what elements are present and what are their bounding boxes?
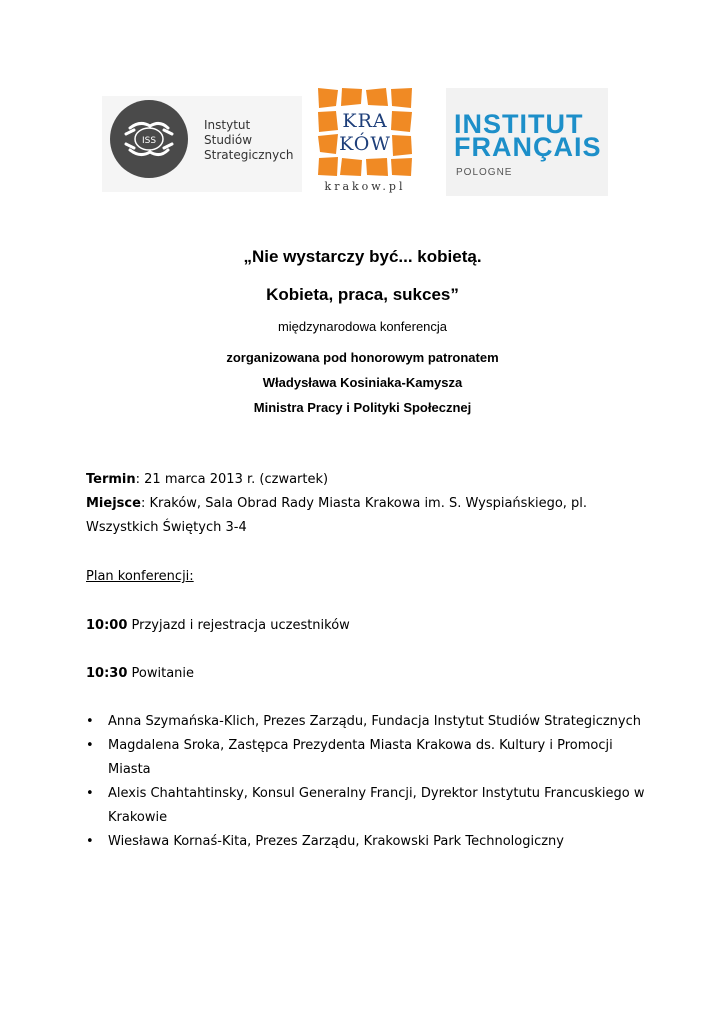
speaker-item xyxy=(86,782,646,830)
krakow-line-1: KRA xyxy=(342,110,388,132)
krakow-url: krakow.pl xyxy=(324,180,406,193)
agenda-time: 10:30 xyxy=(86,666,128,681)
institut-francais-logo xyxy=(446,88,608,196)
miejsce-row xyxy=(86,492,646,540)
iss-logo-text xyxy=(204,118,293,163)
krakow-mosaic-icon xyxy=(316,86,414,178)
krakow-logo xyxy=(316,86,414,196)
iss-line-3: Strategicznych xyxy=(204,148,294,162)
if-line-3: POLOGNE xyxy=(456,167,513,178)
krakow-line-2: KÓW xyxy=(339,133,391,155)
event-subtitle: międzynarodowa konferencja xyxy=(277,319,448,334)
speaker-item xyxy=(86,710,646,734)
event-title-line-2: Kobieta, praca, sukces” xyxy=(266,285,459,304)
patronage-line-1: zorganizowana pod honorowym patronatem xyxy=(226,350,499,365)
agenda-text: Powitanie xyxy=(127,666,195,681)
speaker-list xyxy=(86,710,646,854)
agenda-item xyxy=(86,614,646,638)
if-line-1: INSTITUT xyxy=(454,109,584,139)
speaker-item xyxy=(86,830,646,854)
termin-row xyxy=(86,468,646,492)
iss-logo xyxy=(102,96,302,192)
bullet-icon: • xyxy=(86,834,94,849)
iss-circle-text: ISS xyxy=(141,136,157,146)
speaker-item xyxy=(86,734,646,782)
termin-label: Termin xyxy=(86,472,136,487)
agenda-text: Przyjazd i rejestracja uczestników xyxy=(127,618,350,633)
miejsce-value: : Kraków, Sala Obrad Rady Miasta Krakowa im. S. Wyspiańskiego, pl. Wszystkich Świętych 3-4 xyxy=(86,496,588,535)
bullet-icon: • xyxy=(86,738,94,753)
speaker-text: Anna Szymańska-Klich, Prezes Zarządu, Fundacja Instytut Studiów Strategicznych xyxy=(108,714,641,729)
iss-emblem-icon xyxy=(110,100,188,178)
patronage-line-2: Władysława Kosiniaka-Kamysza xyxy=(262,375,463,390)
plan-heading: Plan konferencji: xyxy=(86,569,194,584)
if-line-2: FRANÇAIS xyxy=(454,132,602,162)
termin-value: : 21 marca 2013 r. (czwartek) xyxy=(135,472,329,487)
iss-line-1: Instytut xyxy=(204,118,251,132)
iss-line-2: Studiów xyxy=(204,133,253,147)
agenda-item xyxy=(86,662,646,686)
miejsce-label: Miejsce xyxy=(86,496,141,511)
bullet-icon: • xyxy=(86,714,94,729)
agenda-time: 10:00 xyxy=(86,618,128,633)
logo-row xyxy=(0,84,725,204)
speaker-text: Magdalena Sroka, Zastępca Prezydenta Miasta Krakowa ds. Kultury i Promocji Miasta xyxy=(108,738,613,777)
event-title-line-1: „Nie wystarczy być... kobietą. xyxy=(243,247,482,266)
bullet-icon: • xyxy=(86,786,94,801)
patronage-line-3: Ministra Pracy i Polityki Społecznej xyxy=(253,400,472,415)
speaker-text: Wiesława Kornaś-Kita, Prezes Zarządu, Krakowski Park Technologiczny xyxy=(108,834,564,849)
speaker-text: Alexis Chahtahtinsky, Konsul Generalny Francji, Dyrektor Instytutu Francuskiego w Krakowie xyxy=(108,786,645,825)
